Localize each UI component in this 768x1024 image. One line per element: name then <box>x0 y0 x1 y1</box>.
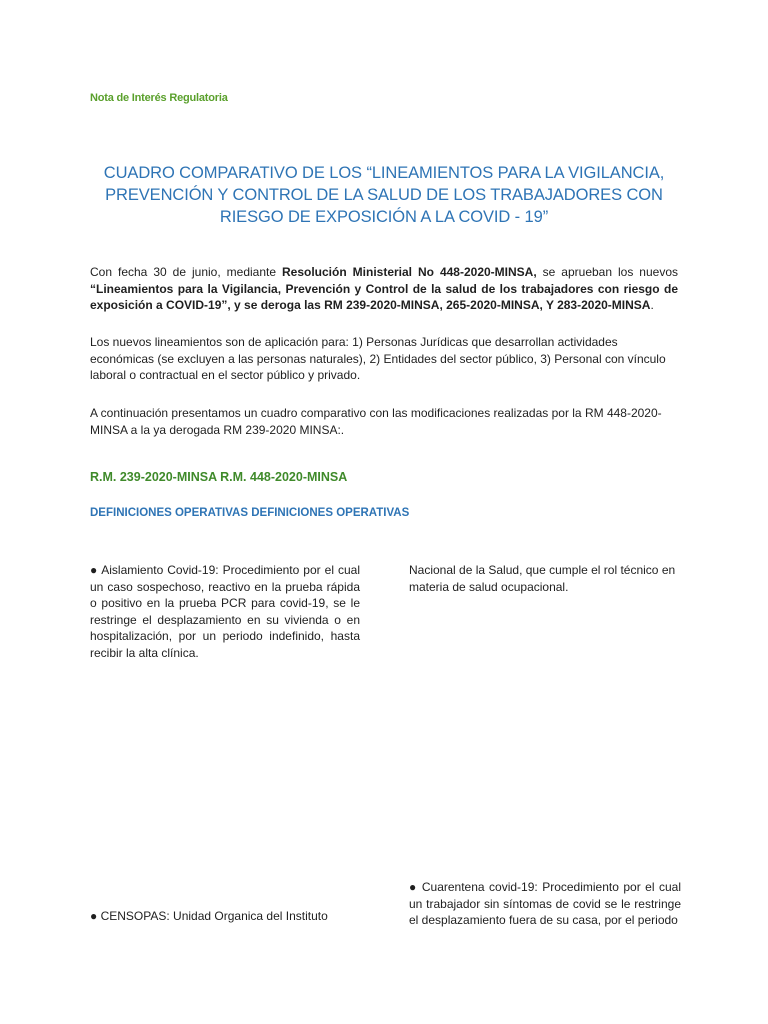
intro-paragraph-3: A continuación presentamos un cuadro comparativo con las modificaciones realizadas por la RM 448-2020-MINSA a la ya derogada RM 239-2020 MINSA:. <box>90 406 662 437</box>
left-column-definition-2: ● CENSOPAS: Unidad Organica del Instituto <box>90 909 328 923</box>
intro-text-a: Con fecha 30 de junio, mediante <box>90 265 282 279</box>
right-column-definition-1: Nacional de la Salud, que cumple el rol técnico en materia de salud ocupacional. <box>409 563 676 594</box>
resolution-reference: Resolución Ministerial No 448-2020-MINSA, <box>282 265 537 279</box>
intro-paragraph-1 <box>90 264 678 314</box>
guidelines-name: “Lineamientos para la Vigilancia, Prevención y Control de la salud de los trabajadores con riesgo de exposición a COVID-19”, y se deroga las RM 239-2020-MINSA, 265-2020-MINSA, Y 283-2020-MINSA <box>90 281 678 312</box>
right-column-definition-2: ● Cuarentena covid-19: Procedimiento por el cual un trabajador sin síntomas de covid se le restringe el desplazamiento fuera de su casa, por el periodo <box>409 880 681 927</box>
intro-text-c: se aprueban los nuevos <box>536 265 679 279</box>
note-label: Nota de Interés Regulatoria <box>90 92 228 104</box>
document-title: CUADRO COMPARATIVO DE LOS “LINEAMIENTOS PARA LA VIGILANCIA, PREVENCIÓN Y CONTROL DE LA SALUD DE LOS TRABAJADORES CON RIESGO DE EXPOSICIÓN A LA COVID - 19” <box>103 164 665 226</box>
left-column-definition-1: ● Aislamiento Covid-19: Procedimiento por el cual un caso sospechoso, reactivo en la prueba rápida o positivo en la prueba PCR para covid-19, se le restringe el desplazamiento en su vivienda o en hospitalización, por un periodo indefinido, hasta recibir la alta clínica. <box>90 563 360 660</box>
intro-text-e: . <box>650 298 654 312</box>
comparison-subheading: DEFINICIONES OPERATIVAS DEFINICIONES OPERATIVAS <box>90 507 410 519</box>
intro-paragraph-2: Los nuevos lineamientos son de aplicación para: 1) Personas Jurídicas que desarrollan actividades económicas (se excluyen a las personas naturales), 2) Entidades del sector público, 3) Personal con vínculo laboral o contractual en el sector público y privado. <box>90 335 666 382</box>
comparison-heading: R.M. 239-2020-MINSA R.M. 448-2020-MINSA <box>90 470 348 484</box>
